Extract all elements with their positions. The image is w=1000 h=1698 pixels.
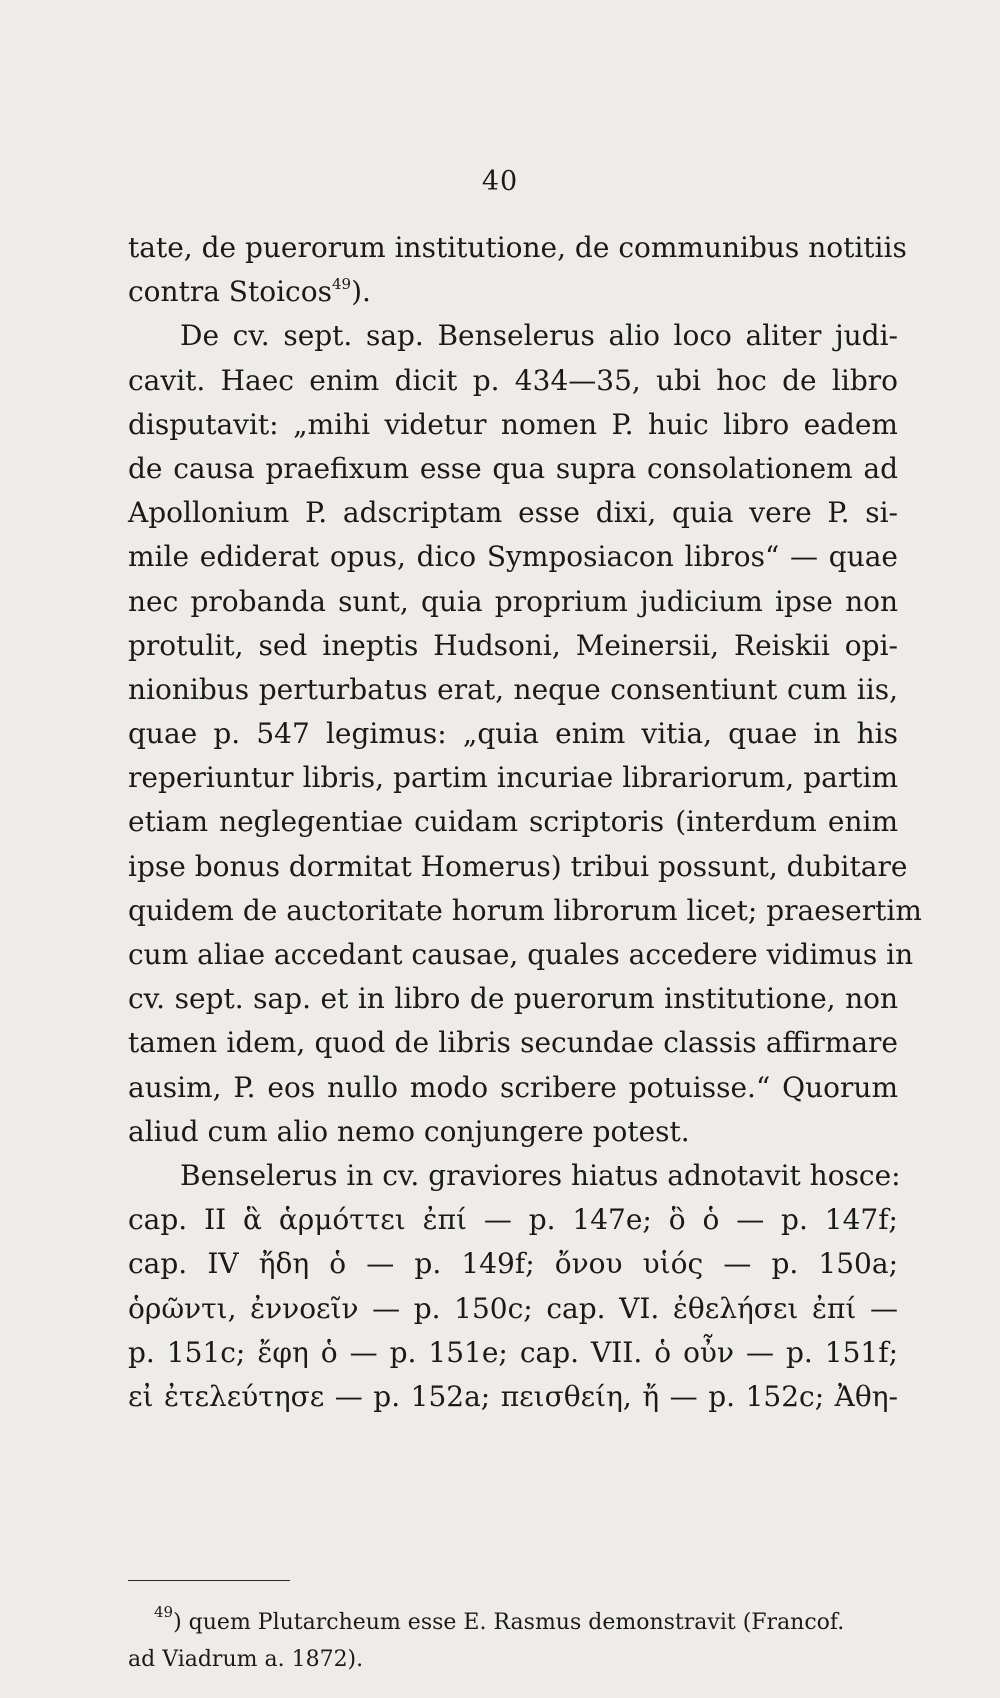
text-line-2-main: contra Stoicos xyxy=(128,275,332,309)
text-line-23: cap. II ἃ ἁρμόττει ἐπί — p. 147e; ὃ ὁ — p. 147f; xyxy=(128,1203,898,1237)
text-line-12: quae p. 547 legimus: „quia enim vitia, quae in his xyxy=(128,717,898,751)
text-line-16: quidem de auctoritate horum librorum licet; praesertim xyxy=(128,893,922,927)
text-line-8: mile ediderat opus, dico Symposiacon libros“ — quae xyxy=(128,540,898,574)
text-line-21: aliud cum alio nemo conjungere potest. xyxy=(128,1114,690,1148)
text-line-10: protulit, sed ineptis Hudsoni, Meinersii, Reiskii opi- xyxy=(128,628,898,662)
text-line-20: ausim, P. eos nullo modo scribere potuisse.“ Quorum xyxy=(128,1070,898,1104)
text-line-18: cv. sept. sap. et in libro de puerorum institutione, non xyxy=(128,982,898,1016)
text-line-27: εἰ ἐτελεύτησε — p. 152a; πεισθείη, ἤ — p. 152c; Ἀθη- xyxy=(128,1379,898,1413)
text-line-15: ipse bonus dormitat Homerus) tribui possunt, dubitare xyxy=(128,849,908,883)
text-line-2 xyxy=(128,270,898,314)
text-line-19: tamen idem, quod de libris secundae classis affirmare xyxy=(128,1026,898,1060)
text-line-11: nionibus perturbatus erat, neque consentiunt cum iis, xyxy=(128,672,898,706)
footnote-line-1 xyxy=(128,1604,898,1641)
text-line-2-tail: ). xyxy=(351,275,371,309)
text-line-1: tate, de puerorum institutione, de communibus notitiis xyxy=(128,231,907,264)
text-line-6: de causa praefixum esse qua supra consolationem ad xyxy=(128,451,898,485)
text-line-14: etiam neglegentiae cuidam scriptoris (interdum enim xyxy=(128,805,898,839)
footnote-line-2: ad Viadrum a. 1872). xyxy=(128,1647,364,1672)
text-line-24: cap. IV ἤδη ὁ — p. 149f; ὄνου υἱός — p. 150a; xyxy=(128,1247,898,1281)
main-text xyxy=(128,226,922,1419)
page-number: 40 xyxy=(481,166,519,197)
text-line-7: Apollonium P. adscriptam esse dixi, quia vere P. si- xyxy=(128,496,898,530)
text-line-9: nec probanda sunt, quia proprium judicium ipse non xyxy=(128,584,898,618)
text-line-4: cavit. Haec enim dicit p. 434—35, ubi hoc de libro xyxy=(128,363,898,397)
text-line-17: cum aliae accedant causae, quales accedere vidimus in xyxy=(128,938,914,971)
footnote-reference[interactable]: 49 xyxy=(331,275,352,294)
footnote xyxy=(128,1604,898,1678)
text-line-22: Benselerus in cv. graviores hiatus adnotavit hosce: xyxy=(180,1158,901,1192)
text-line-3: De cv. sept. sap. Benselerus alio loco aliter judi- xyxy=(180,319,898,353)
text-line-26: p. 151c; ἔφη ὁ — p. 151e; cap. VII. ὁ οὖν — p. 151f; xyxy=(128,1335,898,1369)
footnote-marker: 49 xyxy=(154,1603,174,1621)
footnote-text-1: ) quem Plutarcheum esse E. Rasmus demonstravit (Francof. xyxy=(173,1610,845,1635)
footnote-divider xyxy=(128,1580,290,1581)
text-line-13: reperiuntur libris, partim incuriae librariorum, partim xyxy=(128,761,898,795)
text-line-25: ὁρῶντι, ἐννοεῖν — p. 150c; cap. VI. ἐθελήσει ἐπί — xyxy=(128,1291,898,1325)
text-line-5: disputavit: „mihi videtur nomen P. huic libro eadem xyxy=(128,407,898,441)
